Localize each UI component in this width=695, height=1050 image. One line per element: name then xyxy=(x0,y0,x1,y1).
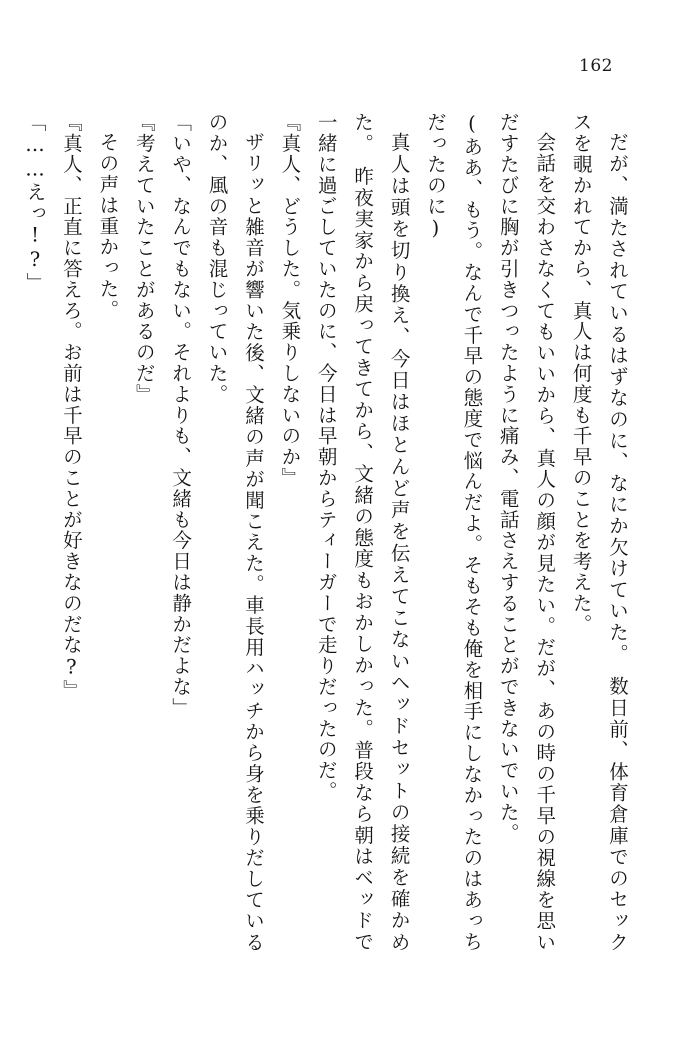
paragraph: 会話を交わさなくてもいいから、真人の顔が見たい。だが、あの時の千早の視線を思いだすたびに胸が引きつったように痛み、電話さえすることができないでいた。 xyxy=(496,112,557,952)
paragraph: (ああ、もう。なんで千早の態度で悩んだよ。そもそも俺を相手にしなかったのはあっちだったのに) xyxy=(423,112,484,952)
paragraph: その声は重かった。 xyxy=(96,131,120,320)
paragraph: 『真人、正直に答えろ。お前は千早のことが好きなのだな?』 xyxy=(59,112,83,701)
paragraph: 「……えっ!?」 xyxy=(23,112,47,294)
paragraph: 『真人、どうした。気乗りしないのか』 xyxy=(278,112,302,489)
paragraph: ザリッと雑音が響いた後、文緒の声が聞こえた。車長用ハッチから身を乗りだしているのか、風の音も混じっていた。 xyxy=(205,112,265,952)
page-number: 162 xyxy=(579,56,613,76)
page-text-body xyxy=(23,112,635,952)
paragraph: 「いや、なんでもない。それよりも、文緒も今日は静かだよな」 xyxy=(169,112,193,719)
paragraph: だが、満たされているはずなのに、なにか欠けていた。 数日前、体育倉庫でのセックスを覗かれてから、真人は何度も千早のことを考えた。 xyxy=(569,112,629,952)
paragraph: 真人は頭を切り換え、今日はほとんど声を伝えてこないヘッドセットの接続を確かめた。 昨夜実家から戻ってきてから、文緒の態度もおかしかった。普段なら朝はベッドで一緒に過ごしていたのに、今日は早朝からティーガーで走りだったのだ。 xyxy=(314,112,411,952)
paragraph: 『考えていたことがあるのだ』 xyxy=(132,112,156,405)
